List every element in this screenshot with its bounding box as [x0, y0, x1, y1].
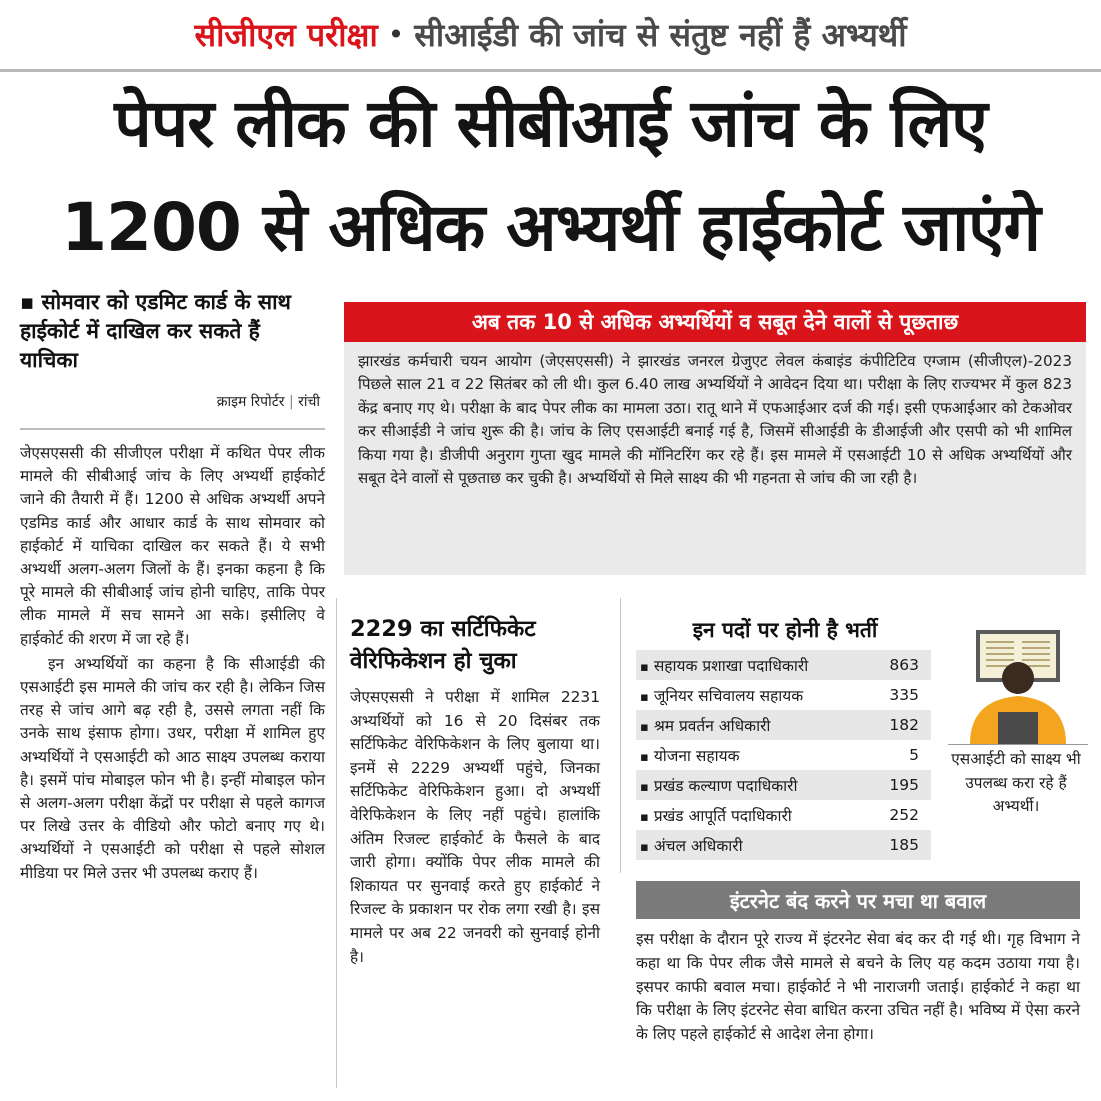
table-row: [636, 680, 931, 710]
post-name: ▪ प्रखंड आपूर्ति पदाधिकारी: [640, 804, 792, 826]
byline-place: रांची: [298, 394, 320, 410]
post-count: 182: [889, 716, 919, 734]
post-name: ▪ जूनियर सचिवालय सहायक: [640, 684, 803, 706]
left-paragraph-1: जेएसएससी की सीजीएल परीक्षा में कथित पेपर लीक मामले की सीबीआई जांच के लिए अभ्यर्थी हाईकोर्ट जाने की तैयारी में हैं। 1200 से अधिक अभ्यर्थी अपने एडमिड कार्ड और आधार कार्ड के साथ सोमवार को हाईकोर्ट में याचिका दाखिल कर सकते हैं। ये सभी अभ्यर्थी अलग-अलग जिलों के हैं। इनका कहना है कि पूरे मामले की सीबीआई जांच होनी चाहिए, ताकि पेपर लीक मामले में सच सामने आ सके। इसीलिए वे हाईकोर्ट की शरण में जा रहे हैं।: [20, 444, 325, 648]
kicker-section: सीजीएल परीक्षा: [194, 16, 378, 54]
caption-divider: [948, 744, 1088, 745]
table-row: [636, 800, 931, 830]
left-paragraph-2: इन अभ्यर्थियों का कहना है कि सीआईडी की एसआईटी इस मामले की जांच कर रही है। लेकिन जिस तरह से जांच आगे बढ़ रही है, उससे लगता नहीं कि उनके साथ इंसाफ होगा। उधर, परीक्षा में शामिल हुए अभ्यर्थियों ने एसआईटी को आठ साक्ष्य उपलब्ध कराया है। इसमें पांच मोबाइल फोन भी है। इन्हीं मोबाइल फोन से अलग-अलग परीक्षा केंद्रों पर परीक्षा से पहले कागज पर लिखे उत्तर के वीडियो और फोटो बनाए गए थे। अभ्यर्थियों ने एसआईटी को परीक्षा से पहले सोशल मीडिया पर मिले उत्तर भी उपलब्ध कराए हैं।: [20, 654, 325, 882]
verification-title: 2229 का सर्टिफिकेट वेरिफिकेशन हो चुका: [350, 616, 536, 674]
headline-line-2: 1200 से अधिक अभ्यर्थी हाईकोर्ट जाएंगे: [61, 189, 1040, 266]
left-divider: [20, 428, 325, 430]
post-count: 252: [889, 806, 919, 824]
byline-separator: |: [288, 394, 294, 410]
table-row: [636, 710, 931, 740]
internet-box-body: इस परीक्षा के दौरान पूरे राज्य में इंटरनेट सेवा बंद कर दी गई थी। गृह विभाग ने कहा था कि पेपर लीक जैसे मामले से बचने के लिए यह कदम उठाया गया है। इसपर काफी बवाल मचा। हाईकोर्ट ने भी नाराजगी जताई। हाईकोर्ट ने कहा था कि परीक्षा के लिए इंटरनेट सेवा बाधित करना उचित नहीं है। भविष्य में ऐसा करने के लिए पहले हाईकोर्ट से आदेश लेना होगा।: [636, 930, 1080, 1044]
post-name: ▪ सहायक प्रशाखा पदाधिकारी: [640, 654, 808, 676]
post-name: ▪ अंचल अधिकारी: [640, 834, 743, 856]
posts-table-title: इन पदों पर होनी है भर्ती: [692, 618, 878, 642]
byline: [20, 392, 320, 411]
post-name: ▪ योजना सहायक: [640, 744, 739, 766]
post-name: ▪ श्रम प्रवर्तन अधिकारी: [640, 714, 770, 736]
table-row: [636, 770, 931, 800]
verification-body: जेएसएससी ने परीक्षा में शामिल 2231 अभ्यर्थियों को 16 से 20 दिसंबर तक सर्टिफिकेट वेरिफिकेशन के लिए बुलाया था। इनमें से 2229 अभ्यर्थी पहुंचे, जिनका सर्टिफिकेट वेरिफिकेशन हुआ। दो अभ्यर्थी वेरिफिकेशन के लिए नहीं पहुंचे। हालांकि अंतिम रिजल्ट हाईकोर्ट के फैसले के बाद जारी होगा। क्योंकि पेपर लीक मामले की शिकायत पर सुनवाई करते हुए हाईकोर्ट ने रिजल्ट के प्रकाशन पर रोक लगा रखी है। इस मामले पर अब 22 जनवरी को सुनवाई होनी है।: [350, 688, 600, 966]
person-at-laptop-icon: [948, 616, 1088, 744]
investigation-box-body: झारखंड कर्मचारी चयन आयोग (जेएसएससी) ने झारखंड जनरल ग्रेजुएट लेवल कंबाइंड कंपीटिटिव एग्जाम (सीजीएल)-2023 पिछले साल 21 व 22 सितंबर को ली थी। कुल 6.40 लाख अभ्यर्थियों ने आवेदन दिया था। परीक्षा के लिए राज्यभर में कुल 823 केंद्र बनाए गए थे। परीक्षा के बाद पेपर लीक का मामला उठा। रातू थाने में एफआईआर दर्ज की गई। इसी एफआईआर को टेकओवर कर सीआईडी ने जांच शुरू की है। जांच के लिए एसआईटी बनाई गई है, जिसमें सीआईडी के डीआईजी और एसपी को भी शामिल किया गया है। डीजीपी अनुराग गुप्ता खुद मामले की मॉनिटरिंग कर रहे हैं। इस मामले में एसआईटी 10 से अधिक अभ्यर्थियों और सबूत देने वालों से पूछताछ कर चुकी है। अभ्यर्थियों से मिले साक्ष्य की भी गहनता से जांच की जा रही है।: [344, 342, 1086, 575]
post-count: 863: [889, 656, 919, 674]
table-row: [636, 740, 931, 770]
table-row: [636, 650, 931, 680]
investigation-box-title: अब तक 10 से अधिक अभ्यर्थियों व सबूत देने वालों से पूछताछ: [344, 302, 1086, 342]
posts-table: [636, 650, 931, 860]
illustration-caption: एसआईटी को साक्ष्य भी उपलब्ध करा रहे हैं अभ्यर्थी।: [951, 750, 1081, 816]
kicker-separator: •: [387, 18, 405, 51]
column-divider-2: [620, 598, 621, 873]
kicker-text: सीआईडी की जांच से संतुष्ट नहीं हैं अभ्यर्थी: [414, 16, 907, 54]
internet-box-title: इंटरनेट बंद करने पर मचा था बवाल: [636, 881, 1080, 919]
left-article-body: [20, 442, 325, 887]
post-count: 335: [889, 686, 919, 704]
post-count: 5: [909, 746, 919, 764]
kicker: [0, 0, 1101, 72]
post-count: 195: [889, 776, 919, 794]
column-divider: [336, 598, 337, 1088]
deck: ▪ सोमवार को एडमिट कार्ड के साथ हाईकोर्ट में दाखिल कर सकते हैं याचिका: [20, 290, 291, 372]
headline-line-1: पेपर लीक की सीबीआई जांच के लिए: [114, 85, 987, 162]
table-row: [636, 830, 931, 860]
byline-author: क्राइम रिपोर्टर: [216, 394, 285, 410]
post-name: ▪ प्रखंड कल्याण पदाधिकारी: [640, 774, 798, 796]
post-count: 185: [889, 836, 919, 854]
